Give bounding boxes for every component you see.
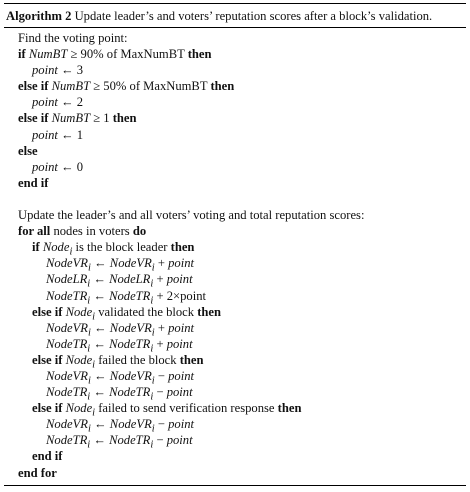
keyword: then (179, 352, 204, 367)
math-variable: NodeVR (46, 256, 88, 271)
math-variable: NodeVR (109, 320, 152, 335)
line-text: − (154, 368, 169, 383)
algorithm-line (4, 288, 466, 307)
math-variable: Node (65, 352, 93, 367)
line-text: − (154, 417, 169, 432)
algorithm-body (4, 28, 466, 485)
math-subscript: i (150, 439, 154, 451)
algorithm-line (4, 320, 466, 339)
math-variable: NodeTR (46, 288, 88, 303)
math-variable: point (32, 95, 58, 110)
math-variable: point (166, 272, 193, 287)
line-text: ← (90, 336, 110, 351)
keyword: do (132, 224, 147, 239)
keyword: then (170, 240, 195, 255)
line-text: ← 2 (57, 95, 84, 110)
line-text: Find the voting point: (18, 31, 128, 45)
line-text: ≥ 1 (90, 111, 113, 126)
keyword: then (187, 47, 212, 62)
line-text: Update the leader’s and all voters’ voting and total reputation scores: (18, 208, 365, 223)
algorithm-line (4, 448, 466, 464)
line-text: ← (90, 417, 110, 432)
math-variable: NodeVR (46, 320, 88, 335)
algorithm-line (4, 143, 466, 159)
line-text: + (154, 320, 169, 335)
algorithm-line (4, 304, 466, 323)
keyword: else (18, 143, 38, 158)
line-text: ← (90, 385, 110, 400)
line-text: failed the block (95, 352, 180, 367)
math-variable: Node (42, 240, 70, 255)
keyword: end for (18, 465, 57, 480)
line-text: validated the block (95, 304, 198, 319)
math-subscript: i (151, 423, 155, 435)
math-variable: point (168, 320, 194, 335)
line-text: + (153, 336, 167, 351)
line-text: ← 3 (57, 63, 84, 78)
line-text: + (153, 272, 167, 287)
algorithm-line (4, 465, 466, 481)
algorithm-line (4, 384, 466, 403)
keyword: if (18, 47, 29, 62)
line-text: ← (90, 256, 110, 271)
math-variable: NodeTR (46, 336, 88, 351)
math-variable: NodeTR (109, 336, 151, 351)
math-subscript: i (92, 407, 96, 419)
math-variable: point (32, 63, 58, 78)
line-text: failed to send verification response (95, 401, 278, 416)
math-variable: point (168, 368, 194, 383)
math-subscript: i (151, 262, 155, 274)
math-subscript: i (87, 391, 91, 403)
math-subscript: i (151, 327, 155, 339)
algorithm-block (4, 3, 466, 486)
math-subscript: i (87, 423, 91, 435)
keyword: then (197, 304, 222, 319)
math-variable: point (32, 159, 58, 174)
algorithm-line (4, 239, 466, 258)
math-variable: point (166, 385, 193, 400)
math-subscript: i (150, 295, 154, 307)
algorithm-line (4, 255, 466, 274)
algorithm-line (4, 271, 466, 290)
line-text: ← 1 (57, 127, 84, 142)
line-text: ← (90, 320, 110, 335)
math-subscript: i (87, 278, 91, 290)
math-variable: Node (65, 401, 93, 416)
algorithm-line (4, 336, 466, 355)
line-text: ← (90, 288, 110, 303)
line-text: ← 0 (57, 159, 84, 174)
keyword: else if (32, 352, 66, 367)
algorithm-line (4, 400, 466, 419)
math-variable: point (32, 127, 58, 142)
line-text: − (153, 433, 167, 448)
line-text: − (153, 385, 167, 400)
algorithm-line (4, 110, 466, 126)
math-variable: point (168, 417, 194, 432)
math-variable: Node (65, 304, 93, 319)
algorithm-line (4, 127, 466, 143)
keyword: else if (18, 111, 52, 126)
algorithm-line (4, 416, 466, 435)
keyword: else if (18, 79, 52, 94)
algorithm-line (4, 207, 466, 223)
algorithm-line (4, 432, 466, 451)
math-subscript: i (87, 439, 91, 451)
line-text: + 2×point (153, 288, 206, 303)
math-subscript: i (87, 343, 91, 355)
keyword: else if (32, 401, 66, 416)
math-variable: NodeTR (109, 288, 151, 303)
algorithm-line (4, 46, 466, 62)
keyword: then (210, 79, 235, 94)
math-subscript: i (87, 262, 91, 274)
math-subscript: i (92, 359, 96, 371)
algorithm-line (4, 352, 466, 371)
math-subscript: i (150, 391, 154, 403)
line-text: is the block leader (72, 240, 171, 255)
keyword: then (277, 401, 302, 416)
algorithm-caption (4, 4, 466, 28)
math-variable: NodeVR (46, 368, 88, 383)
math-variable: NodeVR (109, 256, 152, 271)
math-variable: NumBT (51, 111, 91, 126)
keyword: then (112, 111, 137, 126)
math-variable: NodeTR (46, 433, 88, 448)
math-variable: NodeTR (46, 385, 88, 400)
math-variable: NodeVR (109, 417, 152, 432)
line-text: nodes in voters (50, 224, 133, 239)
line-text: + (154, 256, 169, 271)
math-variable: NumBT (51, 79, 91, 94)
line-text: ≥ 50% of MaxNumBT (90, 79, 211, 94)
math-variable: point (166, 336, 193, 351)
math-subscript: i (92, 311, 96, 323)
keyword: for all (18, 224, 51, 239)
math-variable: NodeLR (109, 272, 151, 287)
algorithm-line (4, 62, 466, 78)
algorithm-line (4, 223, 466, 239)
math-subscript: i (87, 295, 91, 307)
math-variable: NodeTR (109, 433, 151, 448)
keyword: if (32, 240, 43, 255)
keyword: end if (18, 175, 49, 190)
algorithm-line (4, 78, 466, 94)
line-text: ← (90, 272, 110, 287)
algorithm-line (4, 159, 466, 175)
algorithm-label: Algorithm 2 (6, 9, 72, 23)
line-text: ≥ 90% of MaxNumBT (67, 47, 188, 62)
keyword: end if (32, 449, 63, 464)
math-subscript: i (150, 343, 154, 355)
algorithm-line (4, 94, 466, 110)
math-subscript: i (87, 375, 91, 387)
math-subscript: i (69, 246, 73, 258)
math-variable: point (166, 433, 193, 448)
math-subscript: i (87, 327, 91, 339)
algorithm-caption-text: Update leader’s and voters’ reputation scores after a block’s validation. (74, 9, 433, 23)
bottom-rule (4, 485, 466, 486)
line-text: ← (90, 433, 110, 448)
math-subscript: i (151, 375, 155, 387)
math-variable: NodeVR (109, 368, 152, 383)
line-text: ← (90, 368, 110, 383)
keyword: else if (32, 304, 66, 319)
blank-line (4, 191, 466, 207)
math-variable: NumBT (28, 47, 68, 62)
algorithm-line (4, 368, 466, 387)
algorithm-line (4, 30, 466, 46)
algorithm-line (4, 175, 466, 191)
math-variable: point (168, 256, 194, 271)
math-subscript: i (150, 278, 154, 290)
math-variable: NodeVR (46, 417, 88, 432)
math-variable: NodeTR (109, 385, 151, 400)
math-variable: NodeLR (46, 272, 88, 287)
